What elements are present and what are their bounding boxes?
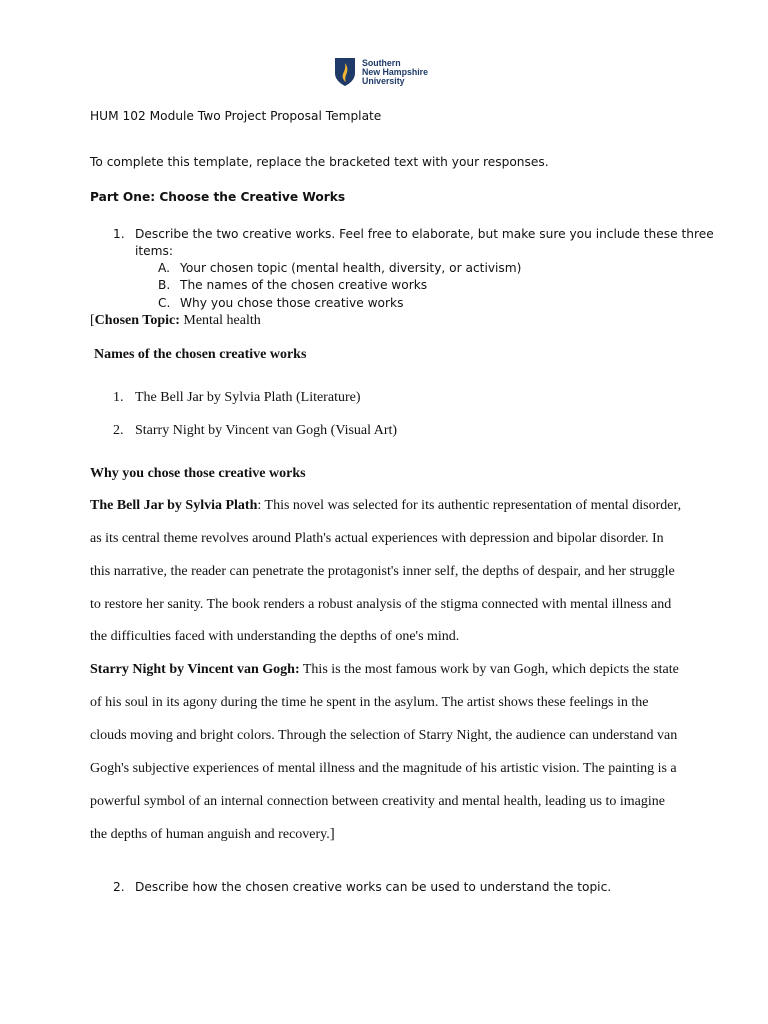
work-title: The Bell Jar by Sylvia Plath (Literature) — [135, 390, 361, 405]
q1-text-line2: items: — [135, 244, 173, 258]
chosen-topic-label: Chosen Topic: — [94, 313, 180, 328]
logo-line2: New Hampshire — [362, 66, 428, 77]
q1-item-letter: C. — [158, 296, 171, 310]
q1-item-text: The names of the chosen creative works — [180, 278, 428, 292]
logo-line1: Southern — [362, 57, 401, 68]
bell-jar-paragraph-line: the difficulties faced with understanding the depths of one's mind. — [90, 629, 460, 644]
bell-jar-paragraph-line: as its central theme revolves around Plath's actual experiences with depression and bipolar disorder. In — [90, 531, 664, 546]
close-bracket: ] — [329, 826, 335, 842]
document-title: HUM 102 Module Two Project Proposal Template — [90, 109, 382, 123]
starry-night-paragraph-line: clouds moving and bright colors. Through the selection of Starry Night, the audience can understand van — [90, 728, 678, 743]
q1-text-line1: Describe the two creative works. Feel free to elaborate, but make sure you include these three — [135, 227, 714, 241]
starry-night-paragraph-line — [90, 662, 679, 678]
q1-item-letter: A. — [158, 261, 170, 275]
chosen-topic-line — [90, 313, 261, 329]
shield-icon — [334, 57, 356, 87]
bell-jar-paragraph-line: to restore her sanity. The book renders a robust analysis of the stigma connected with mental illness and — [90, 597, 672, 612]
starry-night-paragraph-line: of his soul in its agony during the time he spent in the asylum. The artist shows these feelings in the — [90, 695, 649, 710]
work-number: 1. — [113, 390, 124, 405]
work-title: Starry Night by Vincent van Gogh (Visual Art) — [135, 423, 398, 438]
q1-item-text: Your chosen topic (mental health, diversity, or activism) — [180, 261, 522, 275]
starry-night-paragraph-line — [90, 826, 335, 843]
q1-number: 1. — [113, 227, 125, 241]
logo-line3: University — [362, 75, 405, 86]
starry-night-paragraph-line: powerful symbol of an internal connection between creativity and mental health, leading us to imagine — [90, 794, 665, 809]
names-heading: Names of the chosen creative works — [94, 347, 307, 362]
q2-text: Describe how the chosen creative works can be used to understand the topic. — [135, 880, 612, 894]
snhu-logo — [334, 56, 428, 88]
q2-number: 2. — [113, 880, 125, 894]
q1-item-letter: B. — [158, 278, 171, 292]
starry-night-label: Starry Night by Vincent van Gogh: — [90, 662, 300, 677]
starry-night-text: This is the most famous work by van Gogh, which depicts the state — [299, 662, 679, 677]
bell-jar-paragraph-line: this narrative, the reader can penetrate the protagonist's inner self, the depths of despair, and her struggle — [90, 564, 675, 579]
q1-item-text: Why you chose those creative works — [180, 296, 404, 310]
instructions: To complete this template, replace the bracketed text with your responses. — [90, 155, 549, 169]
why-heading: Why you chose those creative works — [90, 466, 306, 481]
work-number: 2. — [113, 423, 124, 438]
open-bracket: [ — [90, 313, 95, 328]
starry-night-text: the depths of human anguish and recovery. — [90, 827, 330, 842]
bell-jar-text: : This novel was selected for its authentic representation of mental disorder, — [257, 498, 682, 513]
chosen-topic-value: Mental health — [179, 313, 261, 328]
logo-wordmark — [362, 59, 428, 86]
bell-jar-paragraph-line — [90, 498, 681, 514]
bell-jar-label: The Bell Jar by Sylvia Plath — [90, 498, 258, 513]
starry-night-paragraph-line: Gogh's subjective experiences of mental illness and the magnitude of his artistic vision. The painting is a — [90, 761, 677, 776]
part-one-heading: Part One: Choose the Creative Works — [90, 190, 346, 204]
